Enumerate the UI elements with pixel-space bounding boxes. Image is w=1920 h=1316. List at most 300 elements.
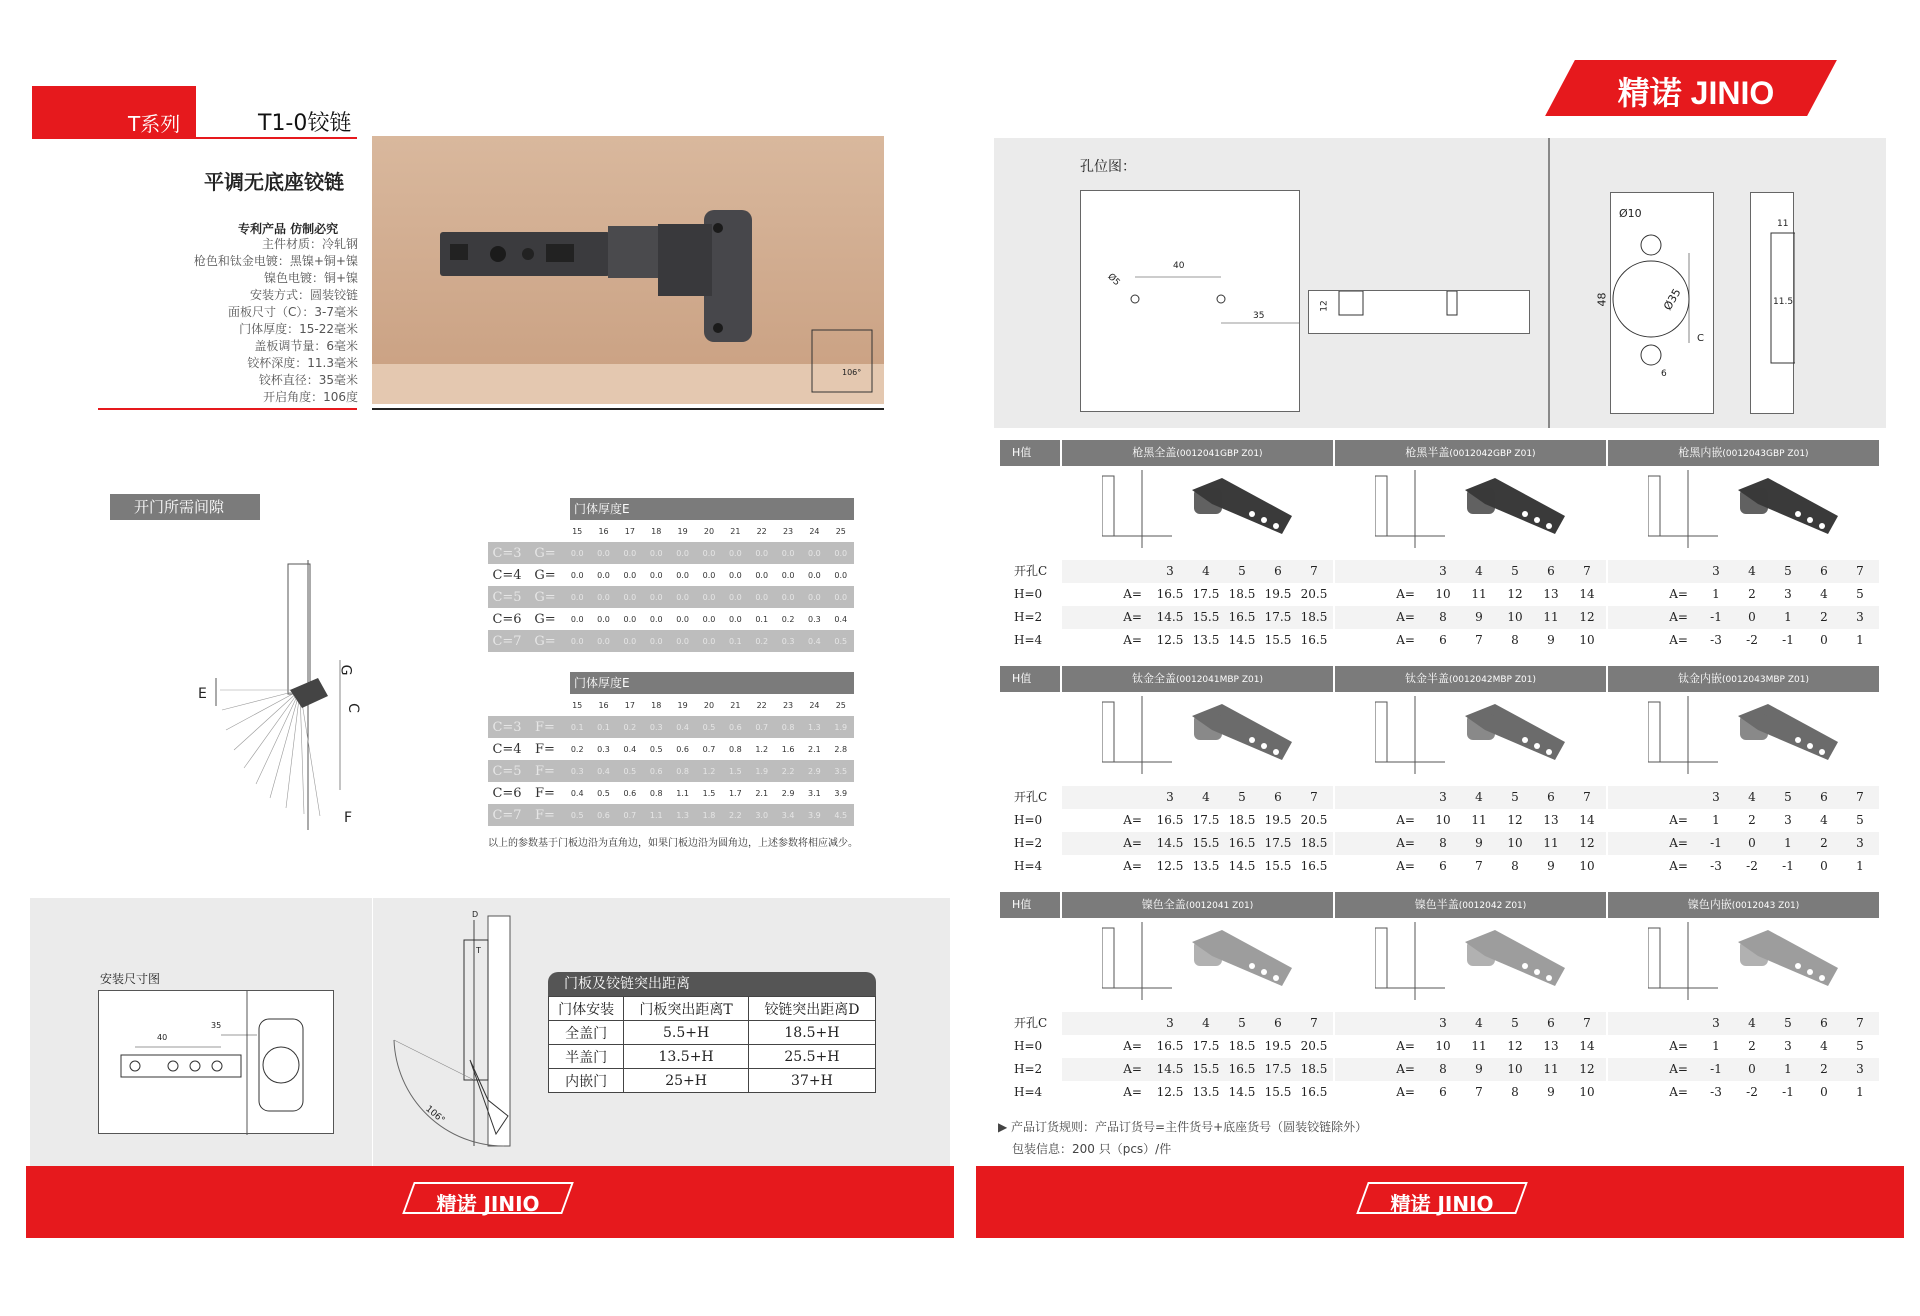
value-cell: 19.5	[1264, 587, 1292, 601]
value-cell: 18.5	[1228, 1039, 1256, 1053]
side-section-icon	[384, 910, 544, 1150]
table-cell: 0.0	[564, 586, 590, 608]
a-label	[1608, 786, 1698, 809]
table-cell: 0.4	[590, 760, 616, 782]
value-cell: 18.5	[1300, 1062, 1328, 1076]
table-cell: 0.3	[775, 630, 801, 652]
value-cell: 5	[1856, 587, 1864, 601]
value-cell: 7	[1475, 633, 1483, 647]
row-key: F=	[535, 785, 555, 801]
table-cell: 0.0	[702, 570, 716, 580]
a-label	[1335, 786, 1425, 809]
table-cell: 0.7	[702, 744, 716, 754]
table-cell: 1.1	[643, 804, 669, 826]
table-cell: 0.0	[775, 586, 801, 608]
hinge-illustration-icon	[1375, 470, 1575, 550]
value-cell: 6	[1439, 1085, 1447, 1099]
spec-underline	[98, 408, 357, 410]
variant-name: 枪黑半盖	[1405, 446, 1450, 459]
value-cell: 10	[1435, 1039, 1451, 1053]
variant-code: (0012043 Z01)	[1731, 901, 1800, 911]
table-cell: 0.0	[676, 614, 689, 624]
label-angle: 106°	[423, 1104, 447, 1126]
table-cell: 3.9	[834, 788, 848, 798]
table-cell: 0.0	[669, 630, 695, 652]
row-label: C=7	[488, 804, 526, 826]
value-cell: 5	[1238, 1016, 1246, 1030]
row-key: F=	[526, 760, 564, 782]
value-cell: 18.5	[1228, 813, 1256, 827]
table-cell: 2.1	[755, 788, 769, 798]
value-cell: 6	[1547, 1016, 1555, 1030]
col-head: 19	[677, 700, 688, 710]
label-f: F	[344, 810, 353, 826]
hole-divider	[1548, 138, 1550, 428]
table-cell: 0.0	[643, 542, 669, 564]
table-cell: 0.4	[834, 614, 848, 624]
value-cell: 9	[1475, 1062, 1483, 1076]
value-row	[1062, 560, 1333, 583]
install-label: 安装尺寸图	[100, 972, 161, 986]
value-cell: 4	[1475, 1016, 1483, 1030]
f-table	[488, 672, 854, 826]
value-cell: 4	[1748, 1016, 1756, 1030]
col-head: 15	[572, 526, 583, 536]
a-label: A=	[1123, 1085, 1142, 1099]
table-cell: 4.5	[828, 804, 854, 826]
value-cell: 7	[1310, 790, 1318, 804]
variant-name: 镍色半盖	[1414, 898, 1459, 911]
value-cell: -1	[1782, 1085, 1794, 1099]
hinge-photo-icon	[372, 136, 884, 404]
value-cell: -1	[1710, 610, 1722, 624]
product-group	[1000, 440, 1880, 660]
table-cell: 0.8	[649, 788, 663, 798]
value-cell: 14.5	[1156, 610, 1184, 624]
variant-illustration	[1375, 922, 1575, 1002]
a-label: A=	[1669, 859, 1688, 873]
value-cell: 4	[1820, 587, 1828, 601]
a-label	[1062, 560, 1152, 583]
h-label: H值	[1000, 666, 1060, 692]
a-label: A=	[1123, 836, 1142, 850]
value-cell: 5	[1856, 813, 1864, 827]
value-cell: 6	[1547, 564, 1555, 578]
value-cell: 5	[1238, 564, 1246, 578]
label-d: D	[472, 910, 479, 919]
table-cell: 2.1	[808, 744, 821, 754]
spec-item: 镍色电镀：铜+镍	[263, 271, 358, 285]
table-row	[488, 564, 854, 586]
right-footer-logo-text: 精诺 JINIO	[1390, 1192, 1494, 1216]
table-cell: 0.6	[643, 760, 669, 782]
col-head: 24	[809, 700, 820, 710]
table-cell: 0.0	[669, 586, 695, 608]
a-label: A=	[1396, 1039, 1415, 1053]
dist-cell: 37+H	[748, 1069, 875, 1093]
a-label: A=	[1396, 1085, 1415, 1099]
title-underline	[32, 137, 357, 139]
value-row	[1335, 629, 1606, 652]
value-row	[1608, 560, 1879, 583]
table-row	[488, 782, 854, 804]
value-row	[1062, 1035, 1333, 1058]
row-label: 开孔C	[1014, 564, 1048, 578]
value-cell: 8	[1511, 1085, 1519, 1099]
table-cell: 0.0	[590, 630, 616, 652]
dim-40: 40	[157, 1033, 168, 1042]
product-group	[1000, 892, 1880, 1112]
value-cell: 20.5	[1300, 587, 1328, 601]
table-cell: 0.0	[623, 614, 637, 624]
spec-item: 铰杯深度：11.3毫米	[247, 356, 358, 370]
value-cell: 15.5	[1192, 610, 1220, 624]
col-head: 17	[624, 526, 635, 536]
value-cell: 6	[1820, 1016, 1828, 1030]
value-cell: 1	[1712, 813, 1720, 827]
col-head: 21	[730, 526, 741, 536]
table-cell: 0.0	[828, 586, 854, 608]
value-cell: 5	[1511, 790, 1519, 804]
value-cell: 0	[1748, 836, 1756, 850]
row-key: G=	[526, 630, 564, 652]
product-subtitle: 平调无底座铰链	[204, 170, 344, 194]
value-cell: 6	[1820, 564, 1828, 578]
value-cell: 17.5	[1264, 1062, 1292, 1076]
value-cell: 15.5	[1264, 859, 1292, 873]
value-cell: 11	[1543, 1062, 1559, 1076]
table-cell: 0.5	[564, 804, 590, 826]
value-cell: 13	[1543, 813, 1559, 827]
hinge-illustration-icon	[1102, 696, 1302, 776]
value-cell: 1	[1856, 1085, 1864, 1099]
table-row	[488, 608, 854, 630]
hinge-illustration-icon	[1648, 470, 1848, 550]
dim-c10: Ø10	[1619, 207, 1642, 220]
table-cell: 0.0	[617, 630, 643, 652]
a-label: A=	[1396, 859, 1415, 873]
spec-item: 安装方式：圆装铰链	[249, 288, 358, 302]
variant-code: (0012042MBP Z01)	[1449, 675, 1536, 685]
hinge-illustration-icon	[1102, 922, 1302, 1002]
value-cell: 9	[1547, 633, 1555, 647]
profile-icon	[1309, 291, 1531, 335]
value-cell: 12	[1507, 1039, 1523, 1053]
h-label: H值	[1000, 892, 1060, 918]
f-table-grid	[488, 694, 854, 826]
table-cell: 0.1	[564, 716, 590, 738]
variant-code: (0012041MBP Z01)	[1176, 675, 1263, 685]
value-row	[1608, 809, 1879, 832]
cup-drawing	[1595, 192, 1714, 414]
value-cell: 3	[1712, 1016, 1720, 1030]
row-key: F=	[535, 741, 555, 757]
value-cell: -1	[1710, 836, 1722, 850]
row-label: H=2	[1014, 1062, 1043, 1076]
value-cell: 3	[1439, 564, 1447, 578]
value-cell: 4	[1202, 790, 1210, 804]
install-hinge-icon	[99, 991, 335, 1135]
value-cell: 17.5	[1192, 587, 1220, 601]
value-cell: 3	[1439, 1016, 1447, 1030]
dim-h35: 35	[1253, 311, 1265, 321]
variant-illustration	[1648, 922, 1848, 1002]
hole-drawing	[1080, 190, 1300, 412]
value-cell: 7	[1856, 1016, 1864, 1030]
variant-name: 钛金全盖	[1132, 672, 1177, 685]
a-label	[1335, 1012, 1425, 1035]
row-label: H=0	[1014, 1039, 1043, 1053]
value-cell: 11	[1543, 610, 1559, 624]
value-cell: 14.5	[1156, 836, 1184, 850]
col-head: 23	[782, 700, 794, 710]
row-label: H=0	[1014, 587, 1043, 601]
table-cell: 1.3	[801, 716, 827, 738]
dim-35: 35	[211, 1021, 222, 1030]
row-label: C=4	[492, 741, 522, 757]
value-cell: 8	[1511, 633, 1519, 647]
cup-side-drawing	[1750, 192, 1794, 414]
value-cell: 3	[1784, 587, 1792, 601]
value-cell: 10	[1507, 836, 1523, 850]
distance-table	[548, 972, 876, 1093]
table-cell: 0.0	[828, 542, 854, 564]
variant-code: (0012043MBP Z01)	[1722, 675, 1809, 685]
table-cell: 0.6	[623, 788, 637, 798]
value-cell: 6	[1547, 790, 1555, 804]
table-cell: 1.1	[676, 788, 689, 798]
dist-cell: 25.5+H	[748, 1045, 875, 1069]
value-cell: -3	[1710, 1085, 1722, 1099]
a-label: A=	[1123, 1039, 1142, 1053]
value-cell: 2	[1748, 813, 1756, 827]
value-cell: 0	[1748, 610, 1756, 624]
a-label: A=	[1396, 610, 1415, 624]
g-table-grid	[488, 520, 854, 652]
variant-head	[1062, 440, 1333, 466]
table-cell: 0.0	[775, 542, 801, 564]
table-cell: 1.2	[755, 744, 769, 754]
table-cell: 0.6	[676, 744, 689, 754]
spec-item: 铰杯直径：35毫米	[258, 373, 358, 387]
table-cell: 0.0	[834, 570, 848, 580]
value-cell: 3	[1166, 1016, 1174, 1030]
value-row	[1335, 1035, 1606, 1058]
label-e: E	[198, 686, 207, 702]
variant-name: 枪黑全盖	[1132, 446, 1177, 459]
spec-list	[98, 236, 358, 406]
product-group	[1000, 666, 1880, 886]
a-label	[1335, 560, 1425, 583]
table-cell: 1.8	[696, 804, 722, 826]
table-cell: 0.0	[728, 570, 742, 580]
value-cell: 19.5	[1264, 1039, 1292, 1053]
table-cell: 2.9	[781, 788, 795, 798]
value-cell: 17.5	[1264, 836, 1292, 850]
distance-grid	[548, 996, 876, 1093]
value-cell: 3	[1856, 1062, 1864, 1076]
value-row	[1608, 1035, 1879, 1058]
col-head: 20	[703, 700, 715, 710]
order-rule: ▶ 产品订货规则：产品订货号=主件货号+底座货号（圆装铰链除外）	[998, 1120, 1368, 1134]
value-cell: 6	[1274, 564, 1282, 578]
row-label: H=4	[1014, 859, 1043, 873]
variant-name: 镍色全盖	[1141, 898, 1186, 911]
spec-item: 门体厚度：15-22毫米	[239, 322, 358, 336]
value-cell: 3	[1856, 836, 1864, 850]
value-cell: 11	[1543, 836, 1559, 850]
value-cell: 10	[1579, 633, 1595, 647]
table-cell: 0.0	[649, 570, 663, 580]
variant-head	[1608, 666, 1879, 692]
table-cell: 0.0	[696, 542, 722, 564]
value-row	[1335, 560, 1606, 583]
value-cell: 7	[1583, 564, 1591, 578]
h-label: H值	[1000, 440, 1060, 466]
value-cell: 14	[1579, 587, 1595, 601]
value-cell: 3	[1712, 790, 1720, 804]
dist-cell: 13.5+H	[624, 1045, 749, 1069]
dist-cell: 25+H	[624, 1069, 749, 1093]
value-cell: 4	[1475, 790, 1483, 804]
variant-code: (0012042 Z01)	[1458, 901, 1527, 911]
value-cell: -2	[1746, 859, 1758, 873]
dim-h40: 40	[1173, 261, 1185, 271]
hinge-illustration-icon	[1375, 696, 1575, 776]
table-cell: 0.0	[801, 586, 827, 608]
value-cell: 18.5	[1300, 836, 1328, 850]
value-cell: 12	[1507, 587, 1523, 601]
dim-cc: C	[1697, 333, 1704, 344]
a-label: A=	[1123, 859, 1142, 873]
value-row	[1608, 583, 1879, 606]
table-cell: 1.2	[696, 760, 722, 782]
row-label: C=6	[492, 611, 522, 627]
door-swing-icon	[190, 540, 380, 830]
value-cell: 20.5	[1300, 813, 1328, 827]
table-row	[488, 738, 854, 760]
table-cell: 0.0	[590, 542, 616, 564]
value-cell: 7	[1310, 1016, 1318, 1030]
table-row	[488, 760, 854, 782]
value-cell: 3	[1784, 1039, 1792, 1053]
value-cell: 7	[1475, 1085, 1483, 1099]
table-row	[488, 630, 854, 652]
a-label: A=	[1669, 813, 1688, 827]
value-cell: 7	[1310, 564, 1318, 578]
row-key: G=	[526, 542, 564, 564]
value-row	[1608, 855, 1879, 878]
a-label: A=	[1669, 633, 1688, 647]
value-cell: 14	[1579, 1039, 1595, 1053]
table-cell: 0.0	[570, 570, 584, 580]
dim-c48: 48	[1595, 292, 1609, 307]
table-cell: 0.5	[597, 788, 610, 798]
value-cell: 5	[1784, 1016, 1792, 1030]
corner-cell	[526, 694, 564, 716]
table-cell: 0.3	[808, 614, 821, 624]
label-t: T	[476, 946, 481, 955]
table-cell: 0.0	[696, 586, 722, 608]
spec-item: 主件材质：冷轧钢	[261, 237, 358, 251]
table-cell: 0.0	[808, 570, 821, 580]
dist-cell: 全盖门	[549, 1021, 624, 1045]
value-cell: 4	[1748, 790, 1756, 804]
col-head: 17	[624, 700, 635, 710]
value-cell: 3	[1439, 790, 1447, 804]
value-row	[1062, 1081, 1333, 1104]
dim-d5: Ø5	[1105, 271, 1122, 289]
a-label: A=	[1123, 813, 1142, 827]
table-cell: 0.6	[590, 804, 616, 826]
value-cell: 1	[1784, 1062, 1792, 1076]
variant-head	[1608, 892, 1879, 918]
value-cell: 20.5	[1300, 1039, 1328, 1053]
variant-illustration	[1648, 696, 1848, 776]
table-cell: 0.0	[676, 570, 689, 580]
variant-illustration	[1648, 470, 1848, 550]
value-cell: 5	[1511, 1016, 1519, 1030]
value-cell: 1	[1856, 859, 1864, 873]
value-cell: 7	[1583, 790, 1591, 804]
model-title: T1-0铰链	[258, 111, 352, 136]
table-cell: 0.6	[722, 716, 748, 738]
value-cell: 5	[1238, 790, 1246, 804]
value-cell: 2	[1820, 1062, 1828, 1076]
a-label: A=	[1396, 813, 1415, 827]
a-label: A=	[1123, 1062, 1142, 1076]
table-cell: 0.0	[801, 542, 827, 564]
value-cell: -3	[1710, 633, 1722, 647]
value-row	[1062, 583, 1333, 606]
table-cell: 0.5	[828, 630, 854, 652]
value-cell: 16.5	[1156, 587, 1184, 601]
value-row	[1335, 1058, 1606, 1081]
table-cell: 3.5	[828, 760, 854, 782]
table-cell: 3.9	[801, 804, 827, 826]
value-cell: -2	[1746, 633, 1758, 647]
value-cell: 12.5	[1156, 633, 1184, 647]
table-cell: 0.8	[728, 744, 742, 754]
value-cell: 3	[1166, 790, 1174, 804]
g-table-header: 门体厚度E	[570, 498, 854, 520]
table-cell: 0.0	[722, 542, 748, 564]
a-label	[1062, 786, 1152, 809]
value-row	[1062, 809, 1333, 832]
table-note: 以上的参数基于门板边沿为直角边，如果门板边沿为圆角边，上述参数将相应减少。	[488, 838, 858, 849]
hole-title: 孔位图：	[1080, 159, 1136, 175]
package-info: 包装信息：200 只（pcs）/件	[1012, 1142, 1172, 1156]
row-label: C=7	[488, 630, 526, 652]
value-cell: 10	[1435, 587, 1451, 601]
table-cell: 1.3	[669, 804, 695, 826]
profile-drawing	[1308, 290, 1530, 334]
hinge-illustration-icon	[1648, 922, 1848, 1002]
value-cell: 16.5	[1156, 1039, 1184, 1053]
row-label: 开孔C	[1014, 790, 1048, 804]
table-cell: 0.4	[801, 630, 827, 652]
value-cell: 13	[1543, 587, 1559, 601]
value-cell: 14.5	[1228, 633, 1256, 647]
variant-name: 镍色内嵌	[1687, 898, 1732, 911]
a-label	[1062, 1012, 1152, 1035]
table-cell: 0.0	[564, 630, 590, 652]
value-row	[1335, 786, 1606, 809]
table-cell: 0.8	[775, 716, 801, 738]
value-row	[1062, 855, 1333, 878]
table-cell: 3.4	[775, 804, 801, 826]
col-head: 24	[809, 526, 820, 536]
